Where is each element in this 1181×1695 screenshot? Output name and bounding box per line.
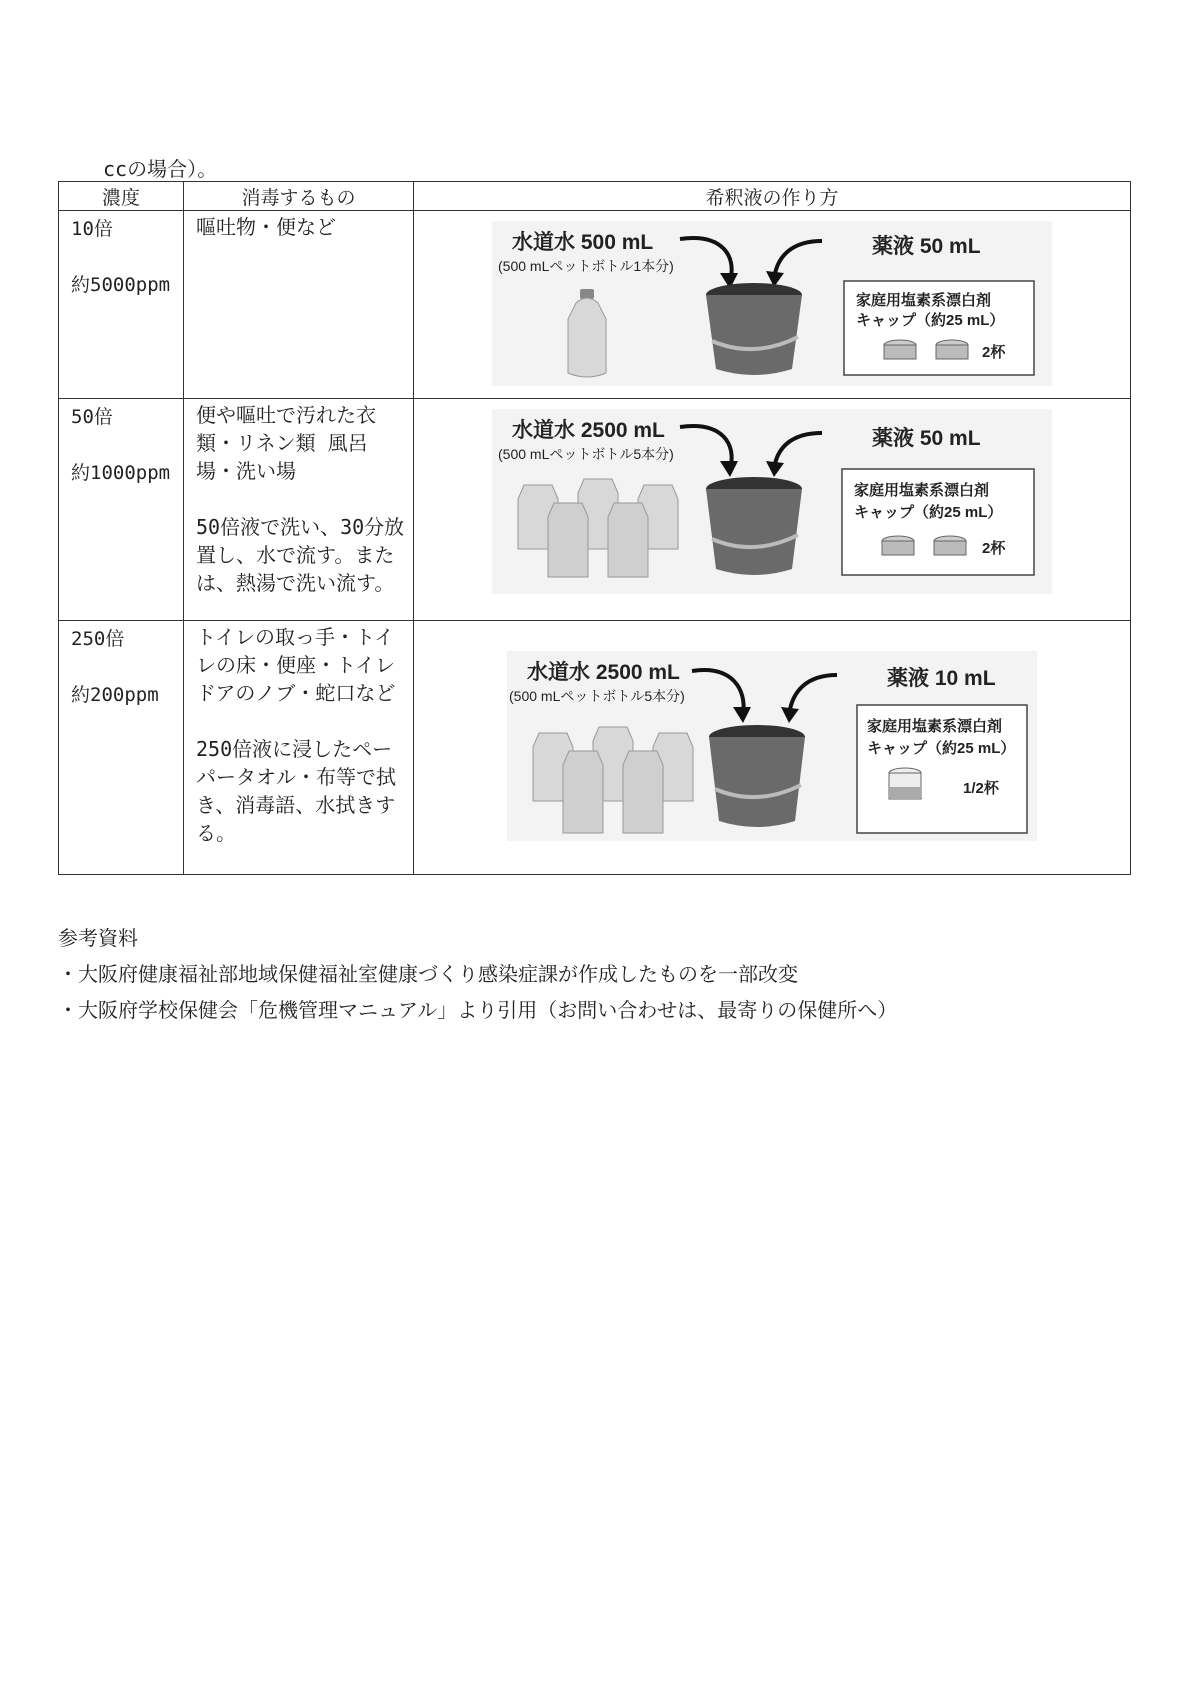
- concentration-cell: [59, 399, 184, 621]
- table-row: [59, 211, 1131, 399]
- cap-label: キャップ（約25 mL）: [854, 504, 1003, 521]
- water-sub-label: (500 mLペットボトル1本分): [498, 258, 674, 274]
- ratio-text: 50倍: [71, 406, 113, 428]
- bleach-label: 家庭用塩素系漂白剤: [867, 718, 1003, 735]
- references: [58, 920, 897, 1028]
- bleach-label: 家庭用塩素系漂白剤: [856, 292, 992, 309]
- agent-label: 薬液 50 mL: [872, 235, 981, 258]
- water-label: 水道水 2500 mL: [527, 661, 680, 684]
- target-text: 便や嘔吐で汚れた衣類・リネン類 風呂場・洗い場: [196, 403, 376, 483]
- target-cell: [184, 621, 414, 875]
- table-header-row: [59, 182, 1131, 211]
- cap-icon: [882, 536, 914, 555]
- cups-label: 2杯: [982, 540, 1006, 557]
- bleach-box: [844, 281, 1034, 375]
- cap-label: キャップ（約25 mL）: [867, 740, 1016, 757]
- concentration-cell: [59, 211, 184, 399]
- agent-label: 薬液 10 mL: [887, 667, 996, 690]
- dilution-illustration: [507, 641, 1037, 871]
- bucket-icon: [706, 477, 802, 575]
- dilution-table: [58, 181, 1131, 875]
- usage-note: 250倍液に浸したペーパータオル・布等で拭き、消毒語、水拭きする。: [196, 737, 396, 845]
- ppm-text: 約1000ppm: [71, 462, 171, 484]
- reference-item: ・大阪府学校保健会「危機管理マニュアル」より引用（お問い合わせは、最寄りの保健所へ）: [58, 998, 898, 1022]
- ratio-text: 10倍: [71, 218, 113, 240]
- references-heading: 参考資料: [58, 926, 138, 950]
- cap-icon: [934, 536, 966, 555]
- header-concentration: 濃度: [59, 182, 184, 211]
- agent-label: 薬液 50 mL: [872, 427, 981, 450]
- table-row: [59, 621, 1131, 875]
- water-label: 水道水 2500 mL: [512, 419, 665, 442]
- bleach-label: 家庭用塩素系漂白剤: [854, 482, 990, 499]
- cap-icon: [936, 340, 968, 359]
- dilution-illustration: [492, 399, 1052, 599]
- usage-note: 50倍液で洗い、30分放置し、水で流す。または、熱湯で洗い流す。: [196, 515, 405, 595]
- cap-icon: [884, 340, 916, 359]
- ppm-text: 約200ppm: [71, 684, 159, 706]
- target-cell: [184, 211, 414, 399]
- header-method: 希釈液の作り方: [414, 182, 1131, 211]
- cup-icon: [889, 768, 921, 799]
- reference-item: ・大阪府健康福祉部地域保健福祉室健康づくり感染症課が作成したものを一部改変: [58, 962, 798, 986]
- header-target: 消毒するもの: [184, 182, 414, 211]
- cups-label: 1/2杯: [963, 780, 999, 797]
- cups-label: 2杯: [982, 344, 1006, 361]
- bleach-box: [857, 705, 1027, 833]
- water-sub-label: (500 mLペットボトル5本分): [509, 688, 685, 704]
- method-illustration: [414, 621, 1131, 875]
- method-illustration: [414, 211, 1131, 399]
- dilution-illustration: [492, 211, 1052, 391]
- water-sub-label: (500 mLペットボトル5本分): [498, 446, 674, 462]
- target-cell: [184, 399, 414, 621]
- target-text: トイレの取っ手・トイレの床・便座・トイレドアのノブ・蛇口など: [196, 625, 396, 705]
- ratio-text: 250倍: [71, 628, 125, 650]
- target-text: 嘔吐物・便など: [196, 215, 336, 239]
- bucket-icon: [709, 725, 805, 827]
- method-illustration: [414, 399, 1131, 621]
- cap-label: キャップ（約25 mL）: [856, 312, 1005, 329]
- concentration-cell: [59, 621, 184, 875]
- table-row: [59, 399, 1131, 621]
- water-label: 水道水 500 mL: [512, 231, 654, 254]
- bucket-icon: [706, 283, 802, 375]
- ppm-text: 約5000ppm: [71, 274, 171, 296]
- lead-text: ccの場合）。: [103, 157, 218, 181]
- bleach-box: [842, 469, 1034, 575]
